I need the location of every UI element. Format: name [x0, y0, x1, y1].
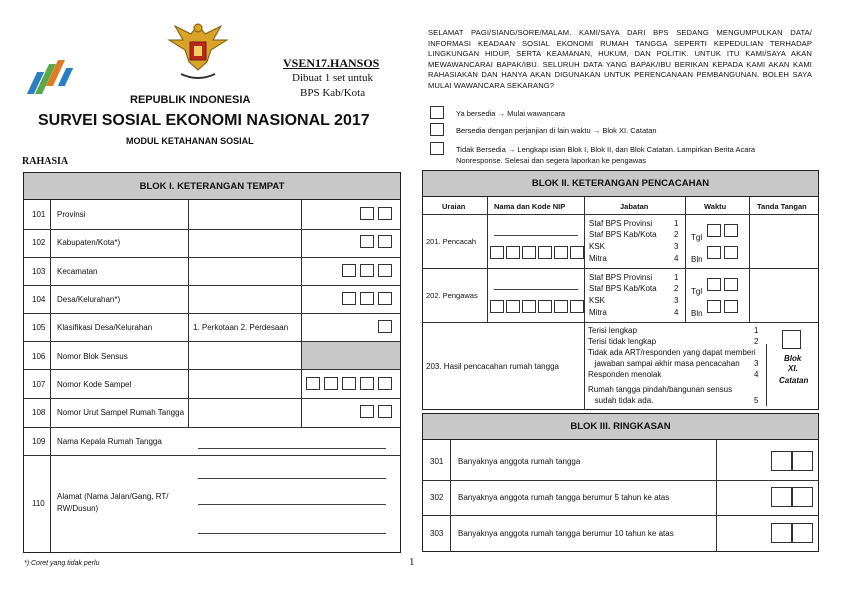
- row-107-label: Nomor Kode Sampel: [57, 380, 132, 389]
- hasil-3-code: 3: [754, 359, 759, 368]
- 303-box-1[interactable]: [771, 523, 792, 543]
- row-303-code: 303: [430, 529, 444, 538]
- row-103-label: Kecamatan: [57, 267, 98, 276]
- 202-nip-1[interactable]: [490, 300, 504, 313]
- 203-result-box[interactable]: [782, 330, 801, 349]
- hasil-5b: sudah tidak ada.: [588, 396, 654, 405]
- 202-jab-4: Mitra: [589, 308, 607, 317]
- 201-jab-2: Staf BPS Kab/Kota: [589, 230, 657, 239]
- 108-box-2[interactable]: [378, 405, 392, 418]
- col-jabatan: Jabatan: [620, 202, 649, 211]
- 202-bln-2[interactable]: [724, 300, 738, 313]
- hasil-3b: jawaban sampai akhir masa pencacahan: [588, 359, 740, 368]
- hasil-2-code: 2: [754, 337, 759, 346]
- consent-later-checkbox[interactable]: [430, 123, 444, 136]
- hasil-5a: Rumah tangga pindah/bangunan sensus: [588, 385, 733, 394]
- 202-jab-3: KSK: [589, 296, 606, 305]
- row-106-label: Nomor Blok Sensus: [57, 352, 128, 361]
- 302-box-1[interactable]: [771, 487, 792, 507]
- 202-nip-3[interactable]: [522, 300, 536, 313]
- hasil-4: Responden menolak: [588, 370, 662, 379]
- row-106-code: 106: [32, 352, 46, 361]
- 201-nip-2[interactable]: [506, 246, 520, 259]
- row-107-code: 107: [32, 380, 46, 389]
- row-110-code: 110: [32, 499, 45, 508]
- 202-jab-1-code: 1: [674, 273, 679, 282]
- bps-logo: [28, 58, 74, 100]
- 201-jab-4-code: 4: [674, 254, 679, 263]
- row-110-label: Alamat (Nama Jalan/Gang, RT/: [57, 492, 169, 501]
- row-109-code: 109: [32, 437, 46, 446]
- 103-box-2[interactable]: [360, 264, 374, 277]
- 201-bln-1[interactable]: [707, 246, 721, 259]
- 202-jab-2-code: 2: [674, 284, 679, 293]
- 201-nip-6[interactable]: [570, 246, 584, 259]
- row-101-label: Provinsi: [57, 210, 86, 219]
- row-102-code: 102: [32, 238, 46, 247]
- row-103-code: 103: [32, 267, 46, 276]
- row-105-options: 1. Perkotaan 2. Perdesaan: [193, 323, 289, 332]
- 104-box-3[interactable]: [378, 292, 392, 305]
- 105-box[interactable]: [378, 320, 392, 333]
- footnote: *) Coret yang tidak perlu: [24, 560, 100, 567]
- col-tanda-tangan: Tanda Tangan: [757, 202, 807, 211]
- hasil-1-code: 1: [754, 326, 759, 335]
- 201-bln-2[interactable]: [724, 246, 738, 259]
- 107-box-3[interactable]: [342, 377, 356, 390]
- 301-box-2[interactable]: [792, 451, 813, 471]
- row-104-code: 104: [32, 295, 46, 304]
- 101-box-1[interactable]: [360, 207, 374, 220]
- 107-box-4[interactable]: [360, 377, 374, 390]
- 110-address-line-3[interactable]: [198, 533, 386, 534]
- 110-address-line-1[interactable]: [198, 478, 386, 479]
- hasil-1: Terisi lengkap: [588, 326, 637, 335]
- blok3-title: BLOK III. RINGKASAN: [422, 413, 819, 440]
- hasil-4-code: 4: [754, 370, 759, 379]
- 201-tgl-label: Tgl: [691, 233, 703, 242]
- 201-nip-4[interactable]: [538, 246, 552, 259]
- hasil-3a: Tidak ada ART/responden yang dapat memberi: [588, 348, 756, 357]
- row-108-code: 108: [32, 408, 46, 417]
- blok1-106-shaded: [302, 342, 400, 369]
- 108-box-1[interactable]: [360, 405, 374, 418]
- 202-tgl-label: Tgl: [691, 287, 703, 296]
- blok-xi-note-1: Blok: [784, 354, 802, 363]
- row-102-label: Kabupaten/Kota*): [57, 238, 121, 247]
- row-105-code: 105: [32, 323, 46, 332]
- copy-note-1: Dibuat 1 set untuk: [292, 72, 373, 84]
- 201-nip-3[interactable]: [522, 246, 536, 259]
- 202-nip-4[interactable]: [538, 300, 552, 313]
- 201-signature-area[interactable]: [751, 216, 817, 266]
- 201-bln-label: Bln: [691, 255, 703, 264]
- row-301-code: 301: [430, 457, 444, 466]
- consent-yes-checkbox[interactable]: [430, 106, 444, 119]
- 202-jab-2: Staf BPS Kab/Kota: [589, 284, 657, 293]
- 201-jab-2-code: 2: [674, 230, 679, 239]
- col-waktu: Waktu: [704, 202, 727, 211]
- 202-signature-area[interactable]: [751, 270, 817, 320]
- 202-jab-3-code: 3: [674, 296, 679, 305]
- row-101-code: 101: [32, 210, 46, 219]
- consent-no-checkbox[interactable]: [430, 142, 444, 155]
- blok-xi-note-3: Catatan: [779, 376, 809, 385]
- survey-title: SURVEI SOSIAL EKONOMI NASIONAL 2017: [38, 112, 370, 129]
- 103-box-3[interactable]: [378, 264, 392, 277]
- blok1-title: BLOK I. KETERANGAN TEMPAT: [23, 172, 401, 200]
- 103-box-1[interactable]: [342, 264, 356, 277]
- 201-name-line[interactable]: [494, 235, 578, 236]
- row-203-label: 203. Hasil pencacahan rumah tangga: [426, 362, 559, 371]
- col-nama-nip: Nama dan Kode NIP: [494, 202, 566, 211]
- consent-no-label: Tidak Bersedia → Lengkapi isian Blok I, Blok II, dan Blok Catatan. Lampirkan Berita Acara: [456, 145, 756, 154]
- 107-box-2[interactable]: [324, 377, 338, 390]
- row-302-code: 302: [430, 493, 444, 502]
- consent-yes-label: Ya bersedia → Mulai wawancara: [456, 109, 566, 118]
- row-110-label-2: RW/Dusun): [57, 504, 99, 513]
- hasil-bracket: [766, 344, 767, 406]
- 202-name-line[interactable]: [494, 289, 578, 290]
- 101-box-2[interactable]: [378, 207, 392, 220]
- 107-box-1[interactable]: [306, 377, 320, 390]
- 201-tgl-1[interactable]: [707, 224, 721, 237]
- 202-tgl-1[interactable]: [707, 278, 721, 291]
- 201-nip-5[interactable]: [554, 246, 568, 259]
- 102-box-1[interactable]: [360, 235, 374, 248]
- 201-jab-1: Staf BPS Provinsi: [589, 219, 653, 228]
- module-title: MODUL KETAHANAN SOSIAL: [126, 136, 254, 146]
- hasil-5-code: 5: [754, 396, 759, 405]
- 302-box-2[interactable]: [792, 487, 813, 507]
- 201-jab-3: KSK: [589, 242, 606, 251]
- col-uraian: Uraian: [442, 202, 466, 211]
- 109-name-line[interactable]: [198, 448, 386, 449]
- blok2-title: BLOK II. KETERANGAN PENCACAHAN: [422, 170, 819, 197]
- 301-box-1[interactable]: [771, 451, 792, 471]
- row-105-label: Klasifikasi Desa/Kelurahan: [57, 323, 153, 332]
- hasil-2: Terisi tidak lengkap: [588, 337, 657, 346]
- 202-bln-label: Bln: [691, 309, 703, 318]
- row-108-label: Nomor Urut Sampel Rumah Tangga: [57, 408, 185, 417]
- 104-box-1[interactable]: [342, 292, 356, 305]
- copy-note-2: BPS Kab/Kota: [300, 87, 366, 99]
- row-302-label: Banyaknya anggota rumah tangga berumur 5 tahun ke atas: [458, 493, 670, 502]
- consent-no-label-2: Nonresponse. Selesai dan segera laporkan ke pengawas: [456, 156, 647, 165]
- 107-box-5[interactable]: [378, 377, 392, 390]
- blok-xi-note-2: XI.: [788, 364, 798, 373]
- 201-jab-3-code: 3: [674, 242, 679, 251]
- row-201-label: 201. Pencacah: [426, 237, 477, 246]
- 202-jab-4-code: 4: [674, 308, 679, 317]
- row-104-label: Desa/Kelurahan*): [57, 295, 121, 304]
- page-number: 1: [409, 556, 415, 568]
- 102-box-2[interactable]: [378, 235, 392, 248]
- row-202-label: 202. Pengawas: [426, 291, 478, 300]
- 110-address-line-2[interactable]: [198, 504, 386, 505]
- 202-nip-2[interactable]: [506, 300, 520, 313]
- classification-label: RAHASIA: [22, 156, 69, 167]
- 201-nip-1[interactable]: [490, 246, 504, 259]
- 202-tgl-2[interactable]: [724, 278, 738, 291]
- intro-text: SELAMAT PAGI/SIANG/SORE/MALAM. KAMI/SAYA DARI BPS SEDANG MENGUMPULKAN DATA/ INFORMASI KEADAAN SOSIAL EKONOMI RUMAH TANGGA SEPERTI KEPEDULIAN TERHADAP LINGKUNGAN HIDUP, SERTA KEAMANAN, HUKUM, DAN POLITIK. UNTUK ITU KAMI/SAYA AKAN MEWAWANCARAI BAPAK/IBU. SELURUH DATA YANG BAPAK/IBU BERIKAN KEPADA KAMI AKAN KAMI RAHASIAKAN DAN HANYA AKAN DIGUNAKAN UNTUK PERENCANAAN PEMBANGUNAN. BOLEH SAYA MULAI WAWANCARA SEKARANG?: [428, 28, 812, 90]
- 201-jab-1-code: 1: [674, 219, 679, 228]
- country-name: REPUBLIK INDONESIA: [130, 94, 251, 106]
- 201-tgl-2[interactable]: [724, 224, 738, 237]
- 202-nip-6[interactable]: [570, 300, 584, 313]
- 202-nip-5[interactable]: [554, 300, 568, 313]
- row-109-label: Nama Kepala Rumah Tangga: [57, 437, 162, 446]
- garuda-emblem: [163, 18, 233, 84]
- 202-jab-1: Staf BPS Provinsi: [589, 273, 653, 282]
- consent-later-label: Bersedia dengan perjanjian di lain waktu → Blok XI. Catatan: [456, 126, 657, 135]
- 201-jab-4: Mitra: [589, 254, 607, 263]
- form-code: VSEN17.HANSOS: [283, 56, 380, 70]
- row-301-label: Banyaknya anggota rumah tangga: [458, 457, 581, 466]
- 202-bln-1[interactable]: [707, 300, 721, 313]
- row-303-label: Banyaknya anggota rumah tangga berumur 10 tahun ke atas: [458, 529, 674, 538]
- 104-box-2[interactable]: [360, 292, 374, 305]
- 303-box-2[interactable]: [792, 523, 813, 543]
